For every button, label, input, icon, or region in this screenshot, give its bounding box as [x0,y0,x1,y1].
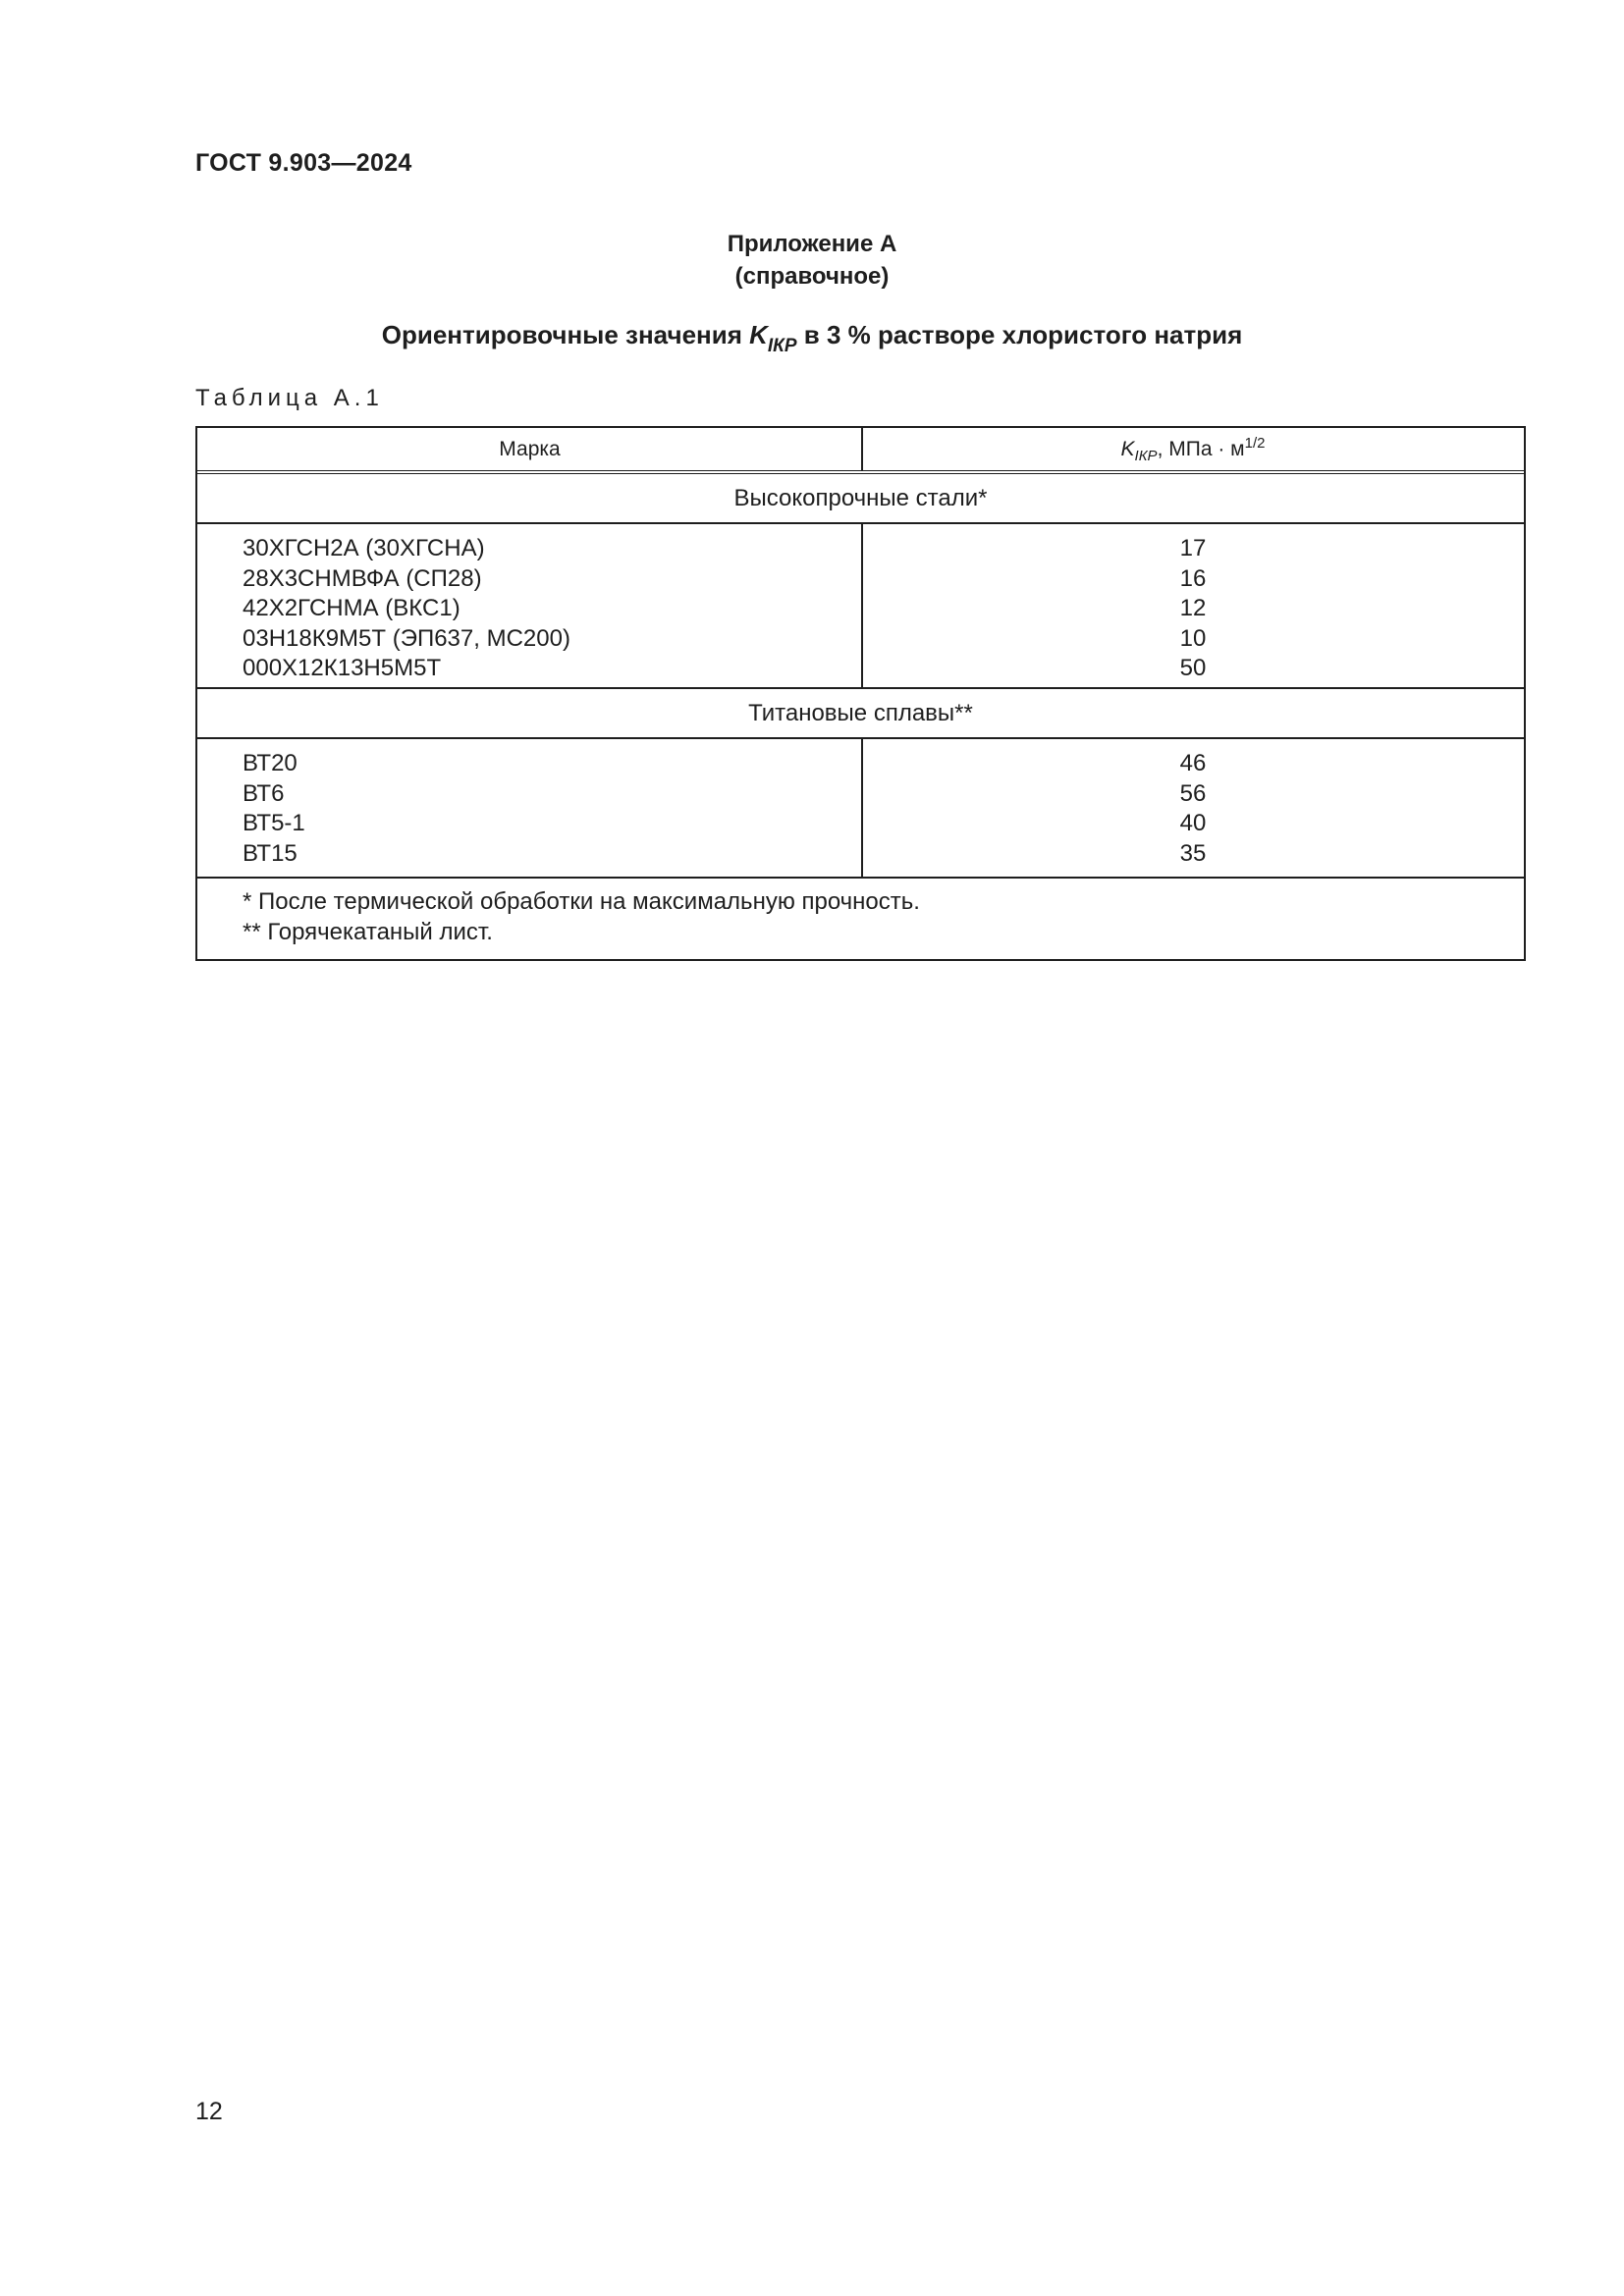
value-column [862,749,1524,869]
section-title-prefix: Ориентировочные значения [381,320,750,349]
table-row-grade: 42Х2ГСНМА (ВКС1) [243,595,460,621]
table-notes [197,879,1524,956]
table-row-grade: ВТ20 [243,750,298,776]
grade-column [197,749,862,869]
table-row-value: 17 [1179,535,1207,561]
k-subscript: IКР [767,336,797,356]
table-note: ** Горячекатаный лист. [243,918,493,945]
table-row-grade: ВТ6 [243,779,285,807]
document-code: ГОСТ 9.903—2024 [195,149,412,177]
column-divider [861,428,863,470]
data-table [195,426,1526,961]
kicr-symbol: K [1120,438,1135,460]
table-row-grade: ВТ15 [243,839,298,867]
section-title [0,320,1624,356]
section-title-suffix: в 3 % растворе хлористого натрия [796,320,1243,349]
table-row-grade: 28Х3СНМВФА (СП28) [243,564,482,592]
table-row-value: 56 [1179,779,1207,807]
table-row-value: 12 [1179,595,1207,621]
table-row-grade: ВТ5-1 [243,810,305,836]
column-divider [861,524,863,687]
kicr-units-power: 1/2 [1244,435,1266,452]
appendix-title: Приложение А [727,231,897,257]
appendix-subtitle: (справочное) [734,263,890,290]
table-row-value: 46 [1179,750,1207,776]
page-number: 12 [195,2098,223,2125]
table-row-value: 35 [1179,839,1207,867]
column-header-grade: Марка [499,438,561,460]
kicr-subscript: IКР [1134,448,1158,464]
column-divider [861,739,863,877]
appendix-heading [0,228,1624,293]
table-row-value: 16 [1179,564,1207,592]
table-caption: Таблица А.1 [195,385,384,411]
value-column [862,534,1524,684]
group-title-row: Высокопрочные стали* [197,474,1524,524]
kicr-units: , МПа · м [1157,438,1245,460]
k-symbol: K [749,320,768,349]
table-note: * После термической обработки на максимальную прочность. [243,888,920,915]
grade-column [197,534,862,684]
table-row-value: 40 [1179,810,1207,836]
group-title-row: Титановые сплавы** [197,689,1524,739]
table-row-value: 10 [1179,624,1207,652]
table-row-grade: 03Н18К9М5Т (ЭП637, МС200) [243,624,570,652]
table-row-value: 50 [1179,655,1207,681]
table-row-grade: 000Х12К13Н5М5Т [243,655,442,681]
table-row-grade: 30ХГСН2А (30ХГСНА) [243,535,485,561]
column-header-kicr [862,428,1524,470]
